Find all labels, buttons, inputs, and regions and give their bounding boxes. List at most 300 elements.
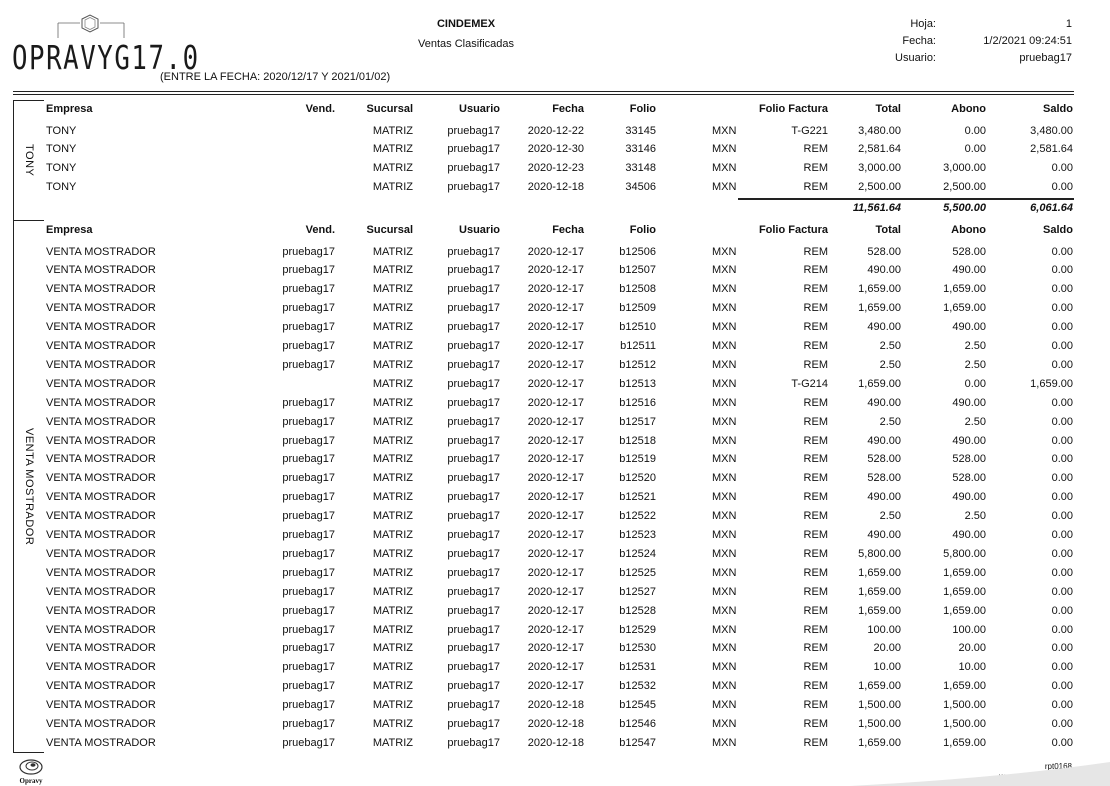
cell-folio: b12527 xyxy=(619,585,656,598)
cell-fecha: 2020-12-18 xyxy=(527,736,584,749)
cell-sucursal: MATRIZ xyxy=(372,736,413,749)
group-box-venta-mostrador xyxy=(13,221,35,753)
cell-moneda: MXN xyxy=(712,245,737,258)
table-row xyxy=(44,432,1074,451)
cell-fecha: 2020-12-22 xyxy=(527,124,584,137)
cell-folio-factura: REM xyxy=(803,642,828,655)
table-row xyxy=(44,469,1074,488)
cell-folio: b12508 xyxy=(619,283,656,296)
cell-vend: pruebag17 xyxy=(282,510,335,523)
cell-folio: b12513 xyxy=(619,377,656,390)
table-row xyxy=(44,299,1074,318)
cell-empresa: VENTA MOSTRADOR xyxy=(46,434,156,447)
column-header-folio: Folio xyxy=(629,224,656,236)
cell-folio: b12511 xyxy=(620,340,656,352)
table-row xyxy=(44,507,1074,526)
table-row xyxy=(44,413,1074,432)
cell-usuario: pruebag17 xyxy=(447,358,500,371)
table-row xyxy=(44,621,1074,640)
cell-empresa: VENTA MOSTRADOR xyxy=(46,245,156,258)
fecha-value: 1/2/2021 09:24:51 xyxy=(983,35,1072,47)
cell-fecha: 2020-12-17 xyxy=(527,453,584,466)
cell-folio-factura: REM xyxy=(803,245,828,258)
cell-folio-factura: REM xyxy=(803,547,828,560)
cell-sucursal: MATRIZ xyxy=(372,585,413,598)
cell-usuario: pruebag17 xyxy=(447,680,500,693)
cell-folio: b12532 xyxy=(619,680,656,693)
cell-sucursal: MATRIZ xyxy=(372,453,413,466)
cell-fecha: 2020-12-17 xyxy=(527,396,584,409)
footer-logo xyxy=(14,758,48,785)
cell-saldo: 0.00 xyxy=(1051,283,1073,296)
cell-sucursal: MATRIZ xyxy=(372,472,413,485)
cell-empresa: TONY xyxy=(46,162,77,175)
table-row xyxy=(44,583,1074,602)
cell-folio: b12516 xyxy=(619,396,656,409)
column-header-vend: Vend. xyxy=(305,224,335,236)
cell-moneda: MXN xyxy=(712,321,737,334)
cell-saldo: 0.00 xyxy=(1051,321,1073,334)
cell-moneda: MXN xyxy=(712,510,737,523)
cell-folio: b12530 xyxy=(619,642,656,655)
cell-fecha: 2020-12-17 xyxy=(527,680,584,693)
cell-total: 528.00 xyxy=(867,245,901,258)
cell-folio: b12518 xyxy=(619,434,656,447)
cell-fecha: 2020-12-17 xyxy=(527,491,584,504)
cell-empresa: VENTA MOSTRADOR xyxy=(46,604,156,617)
cell-empresa: VENTA MOSTRADOR xyxy=(46,642,156,655)
cell-abono: 528.00 xyxy=(952,472,986,485)
cell-folio: b12517 xyxy=(619,415,656,428)
cell-folio: b12528 xyxy=(619,604,656,617)
cell-empresa: VENTA MOSTRADOR xyxy=(46,377,156,390)
cell-folio: 33145 xyxy=(625,124,656,137)
table-row xyxy=(44,280,1074,299)
cell-vend: pruebag17 xyxy=(282,491,335,504)
cell-folio: b12545 xyxy=(619,699,656,712)
column-header-saldo: Saldo xyxy=(1043,103,1073,115)
table-row xyxy=(44,178,1074,197)
cell-sucursal: MATRIZ xyxy=(372,302,413,315)
cell-saldo: 0.00 xyxy=(1051,415,1073,428)
cell-moneda: MXN xyxy=(712,585,737,598)
opravy-swirl-icon xyxy=(18,758,44,776)
cell-total: 1,659.00 xyxy=(858,283,901,296)
cell-abono: 3,000.00 xyxy=(943,162,986,175)
cell-usuario: pruebag17 xyxy=(447,529,500,541)
cell-saldo: 0.00 xyxy=(1051,396,1073,409)
cell-folio: b12521 xyxy=(619,491,656,504)
cell-vend: pruebag17 xyxy=(282,245,335,258)
cell-total: 1,659.00 xyxy=(858,377,901,390)
cell-usuario: pruebag17 xyxy=(447,283,500,296)
table-row xyxy=(44,488,1074,507)
cell-usuario: pruebag17 xyxy=(447,718,500,730)
cell-moneda: MXN xyxy=(712,264,737,277)
column-header-fecha: Fecha xyxy=(552,224,584,236)
cell-usuario: pruebag17 xyxy=(447,566,500,579)
cell-folio-factura: REM xyxy=(803,143,828,156)
table-row xyxy=(44,243,1074,262)
cell-folio-factura: REM xyxy=(803,181,828,194)
column-header-folio-factura: Folio Factura xyxy=(758,224,828,236)
cell-saldo: 0.00 xyxy=(1051,472,1073,485)
cell-sucursal: MATRIZ xyxy=(372,377,413,390)
cell-folio-factura: REM xyxy=(803,283,828,296)
cell-total: 3,000.00 xyxy=(858,162,901,175)
table-row xyxy=(44,734,1074,753)
cell-usuario: pruebag17 xyxy=(447,396,500,409)
cell-vend: pruebag17 xyxy=(282,718,335,730)
cell-saldo: 1,659.00 xyxy=(1030,377,1073,390)
cell-total: 2.50 xyxy=(879,358,901,371)
logo-text: OPRAVYG17.0 xyxy=(12,38,200,77)
table-row xyxy=(44,375,1074,394)
column-header-folio: Folio xyxy=(629,103,656,115)
cell-abono: 490.00 xyxy=(952,396,986,409)
cell-fecha: 2020-12-17 xyxy=(527,415,584,428)
cell-total: 2,581.64 xyxy=(858,143,901,156)
cell-empresa: VENTA MOSTRADOR xyxy=(46,699,156,712)
cell-empresa: VENTA MOSTRADOR xyxy=(46,415,156,428)
cell-folio: b12520 xyxy=(619,472,656,485)
cell-empresa: VENTA MOSTRADOR xyxy=(46,566,156,579)
cell-saldo: 0.00 xyxy=(1051,181,1073,194)
cell-moneda: MXN xyxy=(712,181,737,194)
cell-folio-factura: REM xyxy=(803,472,828,485)
cell-usuario: pruebag17 xyxy=(447,340,500,352)
group-label: TONY xyxy=(23,144,35,177)
column-header-sucursal: Sucursal xyxy=(366,103,413,115)
cell-fecha: 2020-12-17 xyxy=(527,566,584,579)
cell-abono: 2.50 xyxy=(964,510,986,523)
cell-vend: pruebag17 xyxy=(282,566,335,579)
cell-folio-factura: REM xyxy=(803,321,828,334)
cell-empresa: VENTA MOSTRADOR xyxy=(46,491,156,504)
cell-sucursal: MATRIZ xyxy=(372,181,413,194)
cell-usuario: pruebag17 xyxy=(447,699,500,712)
cell-abono: 1,659.00 xyxy=(943,302,986,315)
cell-fecha: 2020-12-17 xyxy=(527,434,584,447)
cell-total: 20.00 xyxy=(873,642,901,655)
cell-total: 490.00 xyxy=(867,491,901,504)
cell-folio-factura: REM xyxy=(803,585,828,598)
cell-vend: pruebag17 xyxy=(282,604,335,617)
column-header-folio-factura: Folio Factura xyxy=(758,103,828,115)
cell-empresa: VENTA MOSTRADOR xyxy=(46,510,156,523)
cell-saldo: 0.00 xyxy=(1051,547,1073,560)
cell-saldo: 0.00 xyxy=(1051,302,1073,315)
cell-fecha: 2020-12-17 xyxy=(527,377,584,390)
cell-saldo: 0.00 xyxy=(1051,162,1073,175)
cell-fecha: 2020-12-17 xyxy=(527,642,584,655)
cell-folio-factura: REM xyxy=(803,162,828,175)
cell-moneda: MXN xyxy=(712,377,737,390)
cell-empresa: VENTA MOSTRADOR xyxy=(46,302,156,315)
table-row xyxy=(44,715,1074,734)
cell-moneda: MXN xyxy=(712,604,737,617)
table-row xyxy=(44,356,1074,375)
cell-folio-factura: T-G214 xyxy=(791,377,828,390)
cell-total: 1,659.00 xyxy=(858,680,901,693)
cell-folio: b12547 xyxy=(619,736,656,749)
cell-total: 1,659.00 xyxy=(858,736,901,749)
cell-sucursal: MATRIZ xyxy=(372,358,413,371)
cell-folio: b12506 xyxy=(619,245,656,258)
table-row xyxy=(44,602,1074,621)
cell-empresa: TONY xyxy=(46,143,77,156)
cell-fecha: 2020-12-17 xyxy=(527,264,584,277)
cell-usuario: pruebag17 xyxy=(447,124,500,137)
cell-usuario: pruebag17 xyxy=(447,143,500,156)
cell-fecha: 2020-12-17 xyxy=(527,302,584,315)
cell-folio-factura: REM xyxy=(803,661,828,674)
cell-usuario: pruebag17 xyxy=(447,434,500,447)
cell-total: 528.00 xyxy=(867,453,901,466)
cell-vend: pruebag17 xyxy=(282,547,335,560)
column-header-saldo: Saldo xyxy=(1043,224,1073,236)
cell-vend: pruebag17 xyxy=(282,472,335,485)
cell-folio: b12512 xyxy=(619,358,656,371)
cell-fecha: 2020-12-17 xyxy=(527,547,584,560)
cell-folio: b12522 xyxy=(619,510,656,523)
header-divider xyxy=(13,91,1074,92)
cell-abono: 490.00 xyxy=(952,491,986,504)
cell-folio-factura: T-G221 xyxy=(791,124,828,137)
cell-total: 1,500.00 xyxy=(858,699,901,712)
cell-usuario: pruebag17 xyxy=(447,604,500,617)
cell-empresa: VENTA MOSTRADOR xyxy=(46,321,156,334)
cell-fecha: 2020-12-17 xyxy=(527,585,584,598)
cell-abono: 0.00 xyxy=(964,377,986,390)
cell-folio: b12507 xyxy=(619,264,656,277)
cell-usuario: pruebag17 xyxy=(447,302,500,315)
cell-total: 3,480.00 xyxy=(858,124,901,137)
report-title: Ventas Clasificadas xyxy=(418,38,514,50)
footer-swoosh xyxy=(850,760,1110,786)
cell-folio-factura: REM xyxy=(803,680,828,693)
cell-empresa: VENTA MOSTRADOR xyxy=(46,661,156,674)
cell-abono: 2.50 xyxy=(964,358,986,371)
cell-abono: 1,659.00 xyxy=(943,680,986,693)
cell-empresa: VENTA MOSTRADOR xyxy=(46,736,156,749)
cell-sucursal: MATRIZ xyxy=(372,321,413,334)
cell-moneda: MXN xyxy=(712,491,737,504)
cell-empresa: VENTA MOSTRADOR xyxy=(46,453,156,466)
cell-empresa: VENTA MOSTRADOR xyxy=(46,283,156,296)
cell-sucursal: MATRIZ xyxy=(372,699,413,712)
table-row xyxy=(44,696,1074,715)
report-id: rpt0168 xyxy=(1044,762,1072,771)
cell-saldo: 0.00 xyxy=(1051,358,1073,371)
cell-sucursal: MATRIZ xyxy=(372,162,413,175)
cell-folio: b12524 xyxy=(619,547,656,560)
cell-saldo: 0.00 xyxy=(1051,510,1073,523)
cell-saldo: 0.00 xyxy=(1051,736,1073,749)
cell-folio-factura: REM xyxy=(803,396,828,409)
cell-total: 490.00 xyxy=(867,321,901,334)
cell-abono: 528.00 xyxy=(952,453,986,466)
table-row xyxy=(44,159,1074,178)
cell-total: 490.00 xyxy=(867,396,901,409)
cell-folio-factura: REM xyxy=(803,510,828,523)
table-row xyxy=(44,564,1074,583)
cell-total: 1,659.00 xyxy=(858,302,901,315)
cell-folio: b12519 xyxy=(619,453,656,466)
cell-fecha: 2020-12-17 xyxy=(527,340,584,352)
cell-empresa: VENTA MOSTRADOR xyxy=(46,585,156,598)
header-divider xyxy=(13,94,1074,95)
table-row xyxy=(44,677,1074,696)
cell-folio: b12510 xyxy=(619,321,656,334)
cell-moneda: MXN xyxy=(712,434,737,447)
cell-vend: pruebag17 xyxy=(282,283,335,296)
company-name: CINDEMEX xyxy=(436,18,496,30)
cell-sucursal: MATRIZ xyxy=(372,547,413,560)
cell-vend: pruebag17 xyxy=(282,661,335,674)
cell-total: 1,659.00 xyxy=(858,604,901,617)
cell-sucursal: MATRIZ xyxy=(372,529,413,541)
cell-fecha: 2020-12-17 xyxy=(527,510,584,523)
cell-folio: b12529 xyxy=(619,623,656,636)
cell-vend: pruebag17 xyxy=(282,434,335,447)
cell-folio-factura: REM xyxy=(803,623,828,636)
cell-sucursal: MATRIZ xyxy=(372,718,413,730)
cell-total: 1,659.00 xyxy=(858,585,901,598)
cell-total: 1,500.00 xyxy=(858,718,901,730)
cell-vend: pruebag17 xyxy=(282,736,335,749)
cell-usuario: pruebag17 xyxy=(447,661,500,674)
cell-usuario: pruebag17 xyxy=(447,547,500,560)
cell-usuario: pruebag17 xyxy=(447,472,500,485)
cell-saldo: 2,581.64 xyxy=(1030,143,1073,156)
cell-sucursal: MATRIZ xyxy=(372,623,413,636)
cell-folio-factura: REM xyxy=(803,358,828,371)
cell-total: 2,500.00 xyxy=(858,181,901,194)
table-row xyxy=(44,394,1074,413)
cell-usuario: pruebag17 xyxy=(447,736,500,749)
cell-vend: pruebag17 xyxy=(282,529,335,541)
cell-folio: 34506 xyxy=(625,181,656,194)
group-label: VENTA MOSTRADOR xyxy=(23,428,35,546)
cell-saldo: 3,480.00 xyxy=(1030,124,1073,137)
cell-empresa: VENTA MOSTRADOR xyxy=(46,396,156,409)
column-header-usuario: Usuario xyxy=(459,224,500,236)
hoja-value: 1 xyxy=(1065,18,1072,30)
cell-folio: b12523 xyxy=(619,529,656,541)
total-abono: 5,500.00 xyxy=(943,202,986,215)
column-header-abono: Abono xyxy=(951,224,986,236)
cell-folio-factura: REM xyxy=(803,415,828,428)
cell-vend: pruebag17 xyxy=(282,264,335,277)
cell-sucursal: MATRIZ xyxy=(372,415,413,428)
cell-folio-factura: REM xyxy=(803,434,828,447)
cell-folio-factura: REM xyxy=(803,491,828,504)
column-header-empresa: Empresa xyxy=(46,224,93,236)
cell-saldo: 0.00 xyxy=(1051,566,1073,579)
table-row xyxy=(44,140,1074,159)
cell-fecha: 2020-12-17 xyxy=(527,358,584,371)
cell-usuario: pruebag17 xyxy=(447,415,500,428)
cell-abono: 2,500.00 xyxy=(943,181,986,194)
cell-fecha: 2020-12-17 xyxy=(527,529,584,541)
cell-total: 490.00 xyxy=(867,529,901,541)
usuario-value: pruebag17 xyxy=(1019,52,1072,64)
table-row xyxy=(44,545,1074,564)
date-range: (ENTRE LA FECHA: 2020/12/17 Y 2021/01/02) xyxy=(160,71,391,83)
cell-saldo: 0.00 xyxy=(1051,340,1073,352)
cell-abono: 1,500.00 xyxy=(943,699,986,712)
cell-moneda: MXN xyxy=(712,736,737,749)
cell-abono: 2.50 xyxy=(964,340,986,352)
cell-total: 2.50 xyxy=(879,415,901,428)
cell-folio-factura: REM xyxy=(803,453,828,466)
cell-moneda: MXN xyxy=(712,547,737,560)
cell-folio: b12546 xyxy=(619,718,656,730)
column-header-total: Total xyxy=(875,224,901,236)
cell-sucursal: MATRIZ xyxy=(372,510,413,523)
cell-usuario: pruebag17 xyxy=(447,377,500,390)
cell-total: 10.00 xyxy=(873,661,901,674)
column-header-total: Total xyxy=(875,103,901,115)
cell-sucursal: MATRIZ xyxy=(372,283,413,296)
cell-fecha: 2020-12-18 xyxy=(527,699,584,712)
cell-abono: 10.00 xyxy=(958,661,986,674)
cell-saldo: 0.00 xyxy=(1051,245,1073,258)
cell-moneda: MXN xyxy=(712,340,737,352)
cell-sucursal: MATRIZ xyxy=(372,124,413,137)
cell-folio-factura: REM xyxy=(803,736,828,749)
cell-saldo: 0.00 xyxy=(1051,453,1073,466)
cell-total: 490.00 xyxy=(867,264,901,277)
cell-vend: pruebag17 xyxy=(282,396,335,409)
column-header-fecha: Fecha xyxy=(552,103,584,115)
fecha-label: Fecha: xyxy=(902,35,936,47)
cell-saldo: 0.00 xyxy=(1051,434,1073,447)
cell-moneda: MXN xyxy=(712,472,737,485)
cell-empresa: TONY xyxy=(46,124,77,137)
cell-total: 528.00 xyxy=(867,472,901,485)
cell-sucursal: MATRIZ xyxy=(372,340,413,352)
cell-fecha: 2020-12-18 xyxy=(527,181,584,194)
cell-saldo: 0.00 xyxy=(1051,529,1073,541)
cell-usuario: pruebag17 xyxy=(447,642,500,655)
cell-sucursal: MATRIZ xyxy=(372,245,413,258)
cell-moneda: MXN xyxy=(712,699,737,712)
cell-folio: b12525 xyxy=(619,566,656,579)
cell-usuario: pruebag17 xyxy=(447,585,500,598)
cell-moneda: MXN xyxy=(712,566,737,579)
cell-empresa: TONY xyxy=(46,181,77,194)
table-row xyxy=(44,337,1074,356)
cell-folio-factura: REM xyxy=(803,566,828,579)
cell-vend: pruebag17 xyxy=(282,585,335,598)
cell-moneda: MXN xyxy=(712,358,737,371)
cell-total: 2.50 xyxy=(879,340,901,352)
cell-abono: 5,800.00 xyxy=(943,547,986,560)
cell-moneda: MXN xyxy=(712,718,737,730)
cell-moneda: MXN xyxy=(712,529,737,541)
table-row xyxy=(44,450,1074,469)
cell-abono: 528.00 xyxy=(952,245,986,258)
cell-empresa: VENTA MOSTRADOR xyxy=(46,547,156,560)
cell-vend: pruebag17 xyxy=(282,358,335,371)
cell-fecha: 2020-12-17 xyxy=(527,661,584,674)
cell-sucursal: MATRIZ xyxy=(372,604,413,617)
cell-abono: 0.00 xyxy=(964,143,986,156)
cell-saldo: 0.00 xyxy=(1051,680,1073,693)
cell-vend: pruebag17 xyxy=(282,321,335,334)
